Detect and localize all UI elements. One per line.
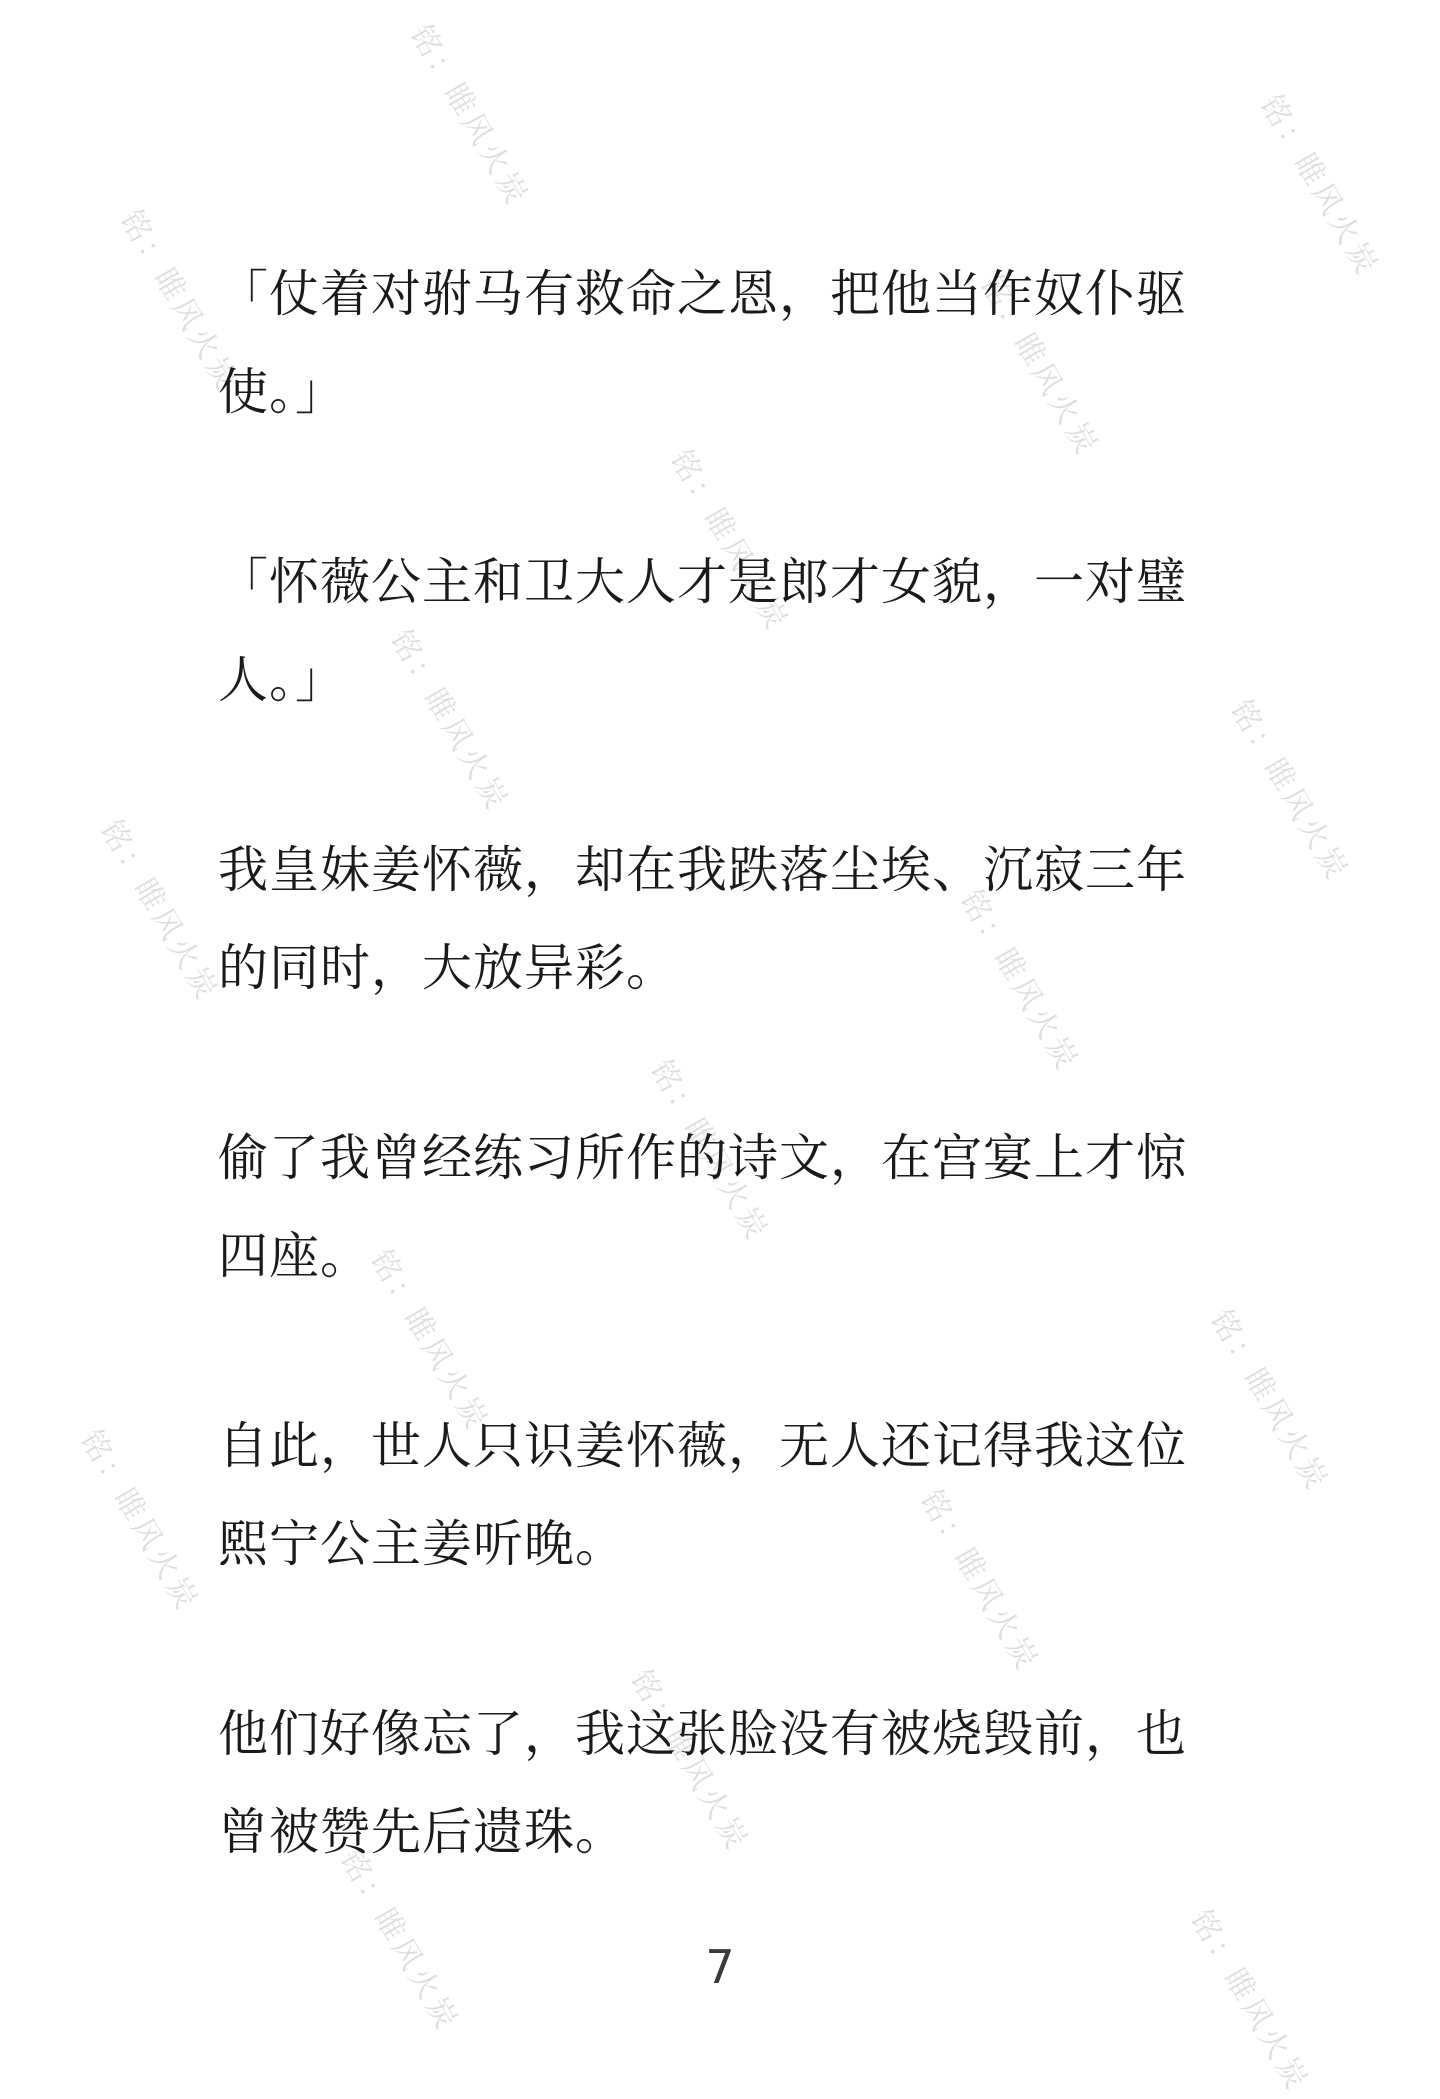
watermark: 铭：睢风火炭	[1202, 1304, 1336, 1499]
document-body	[218, 245, 1228, 1973]
watermark: 铭：睢风火炭	[1222, 694, 1356, 889]
watermark: 铭：睢风火炭	[362, 1244, 496, 1439]
paragraph: 我皇妹姜怀薇，却在我跌落尘埃、沉寂三年的同时，大放异彩。	[218, 841, 1187, 997]
paragraph: 「仗着对驸马有救命之恩，把他当作奴仆驱使。」	[218, 265, 1187, 421]
watermark: 铭：睢风火炭	[952, 884, 1086, 1079]
watermark: 铭：睢风火炭	[1252, 89, 1386, 284]
watermark: 铭：睢风火炭	[972, 269, 1106, 464]
watermark: 铭：睢风火炭	[112, 204, 246, 399]
watermark: 铭：睢风火炭	[72, 1424, 206, 1619]
watermark: 铭：睢风火炭	[382, 624, 516, 819]
watermark: 铭：睢风火炭	[662, 444, 796, 639]
watermark: 铭：睢风火炭	[642, 1054, 776, 1249]
paragraph: 偷了我曾经练习所作的诗文，在宫宴上才惊四座。	[218, 1129, 1187, 1285]
watermark: 铭：睢风火炭	[1182, 1904, 1316, 2099]
paragraph: 自此，世人只识姜怀薇，无人还记得我这位熙宁公主姜听晚。	[218, 1417, 1187, 1573]
page-number: 7	[705, 1940, 735, 1994]
watermark: 铭：睢风火炭	[912, 1484, 1046, 1679]
watermark: 铭：睢风火炭	[402, 19, 536, 214]
paragraph: 他们好像忘了，我这张脸没有被烧毁前，也曾被赞先后遗珠。	[218, 1705, 1187, 1861]
watermark: 铭：睢风火炭	[622, 1664, 756, 1859]
paragraph: 「怀薇公主和卫大人才是郎才女貌，一对璧人。」	[218, 553, 1187, 709]
watermark: 铭：睢风火炭	[92, 814, 226, 1009]
watermark: 铭：睢风火炭	[332, 1844, 466, 2039]
